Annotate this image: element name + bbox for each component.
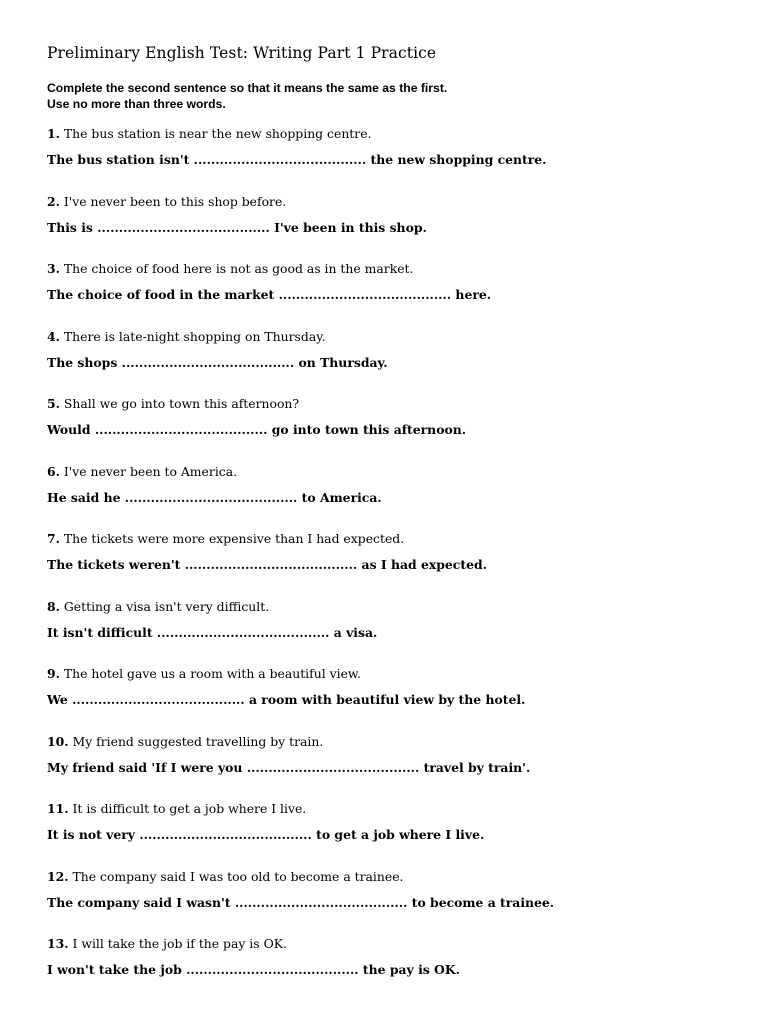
question-number: 4. <box>47 328 60 344</box>
answer-sentence: The bus station isn't ........................................ the new shopping centre. <box>47 152 547 167</box>
answer-sentence: My friend said 'If I were you ........................................ travel by train'. <box>47 759 531 775</box>
question-prompt <box>47 801 306 816</box>
question-sentence: The choice of food here is not as good as in the market. <box>63 261 414 276</box>
page-title: Preliminary English Test: Writing Part 1 Practice <box>47 44 437 62</box>
question-prompt <box>47 666 361 681</box>
answer-sentence: We ........................................ a room with beautiful view by the hotel. <box>47 692 526 707</box>
question-prompt <box>47 531 404 546</box>
question-prompt <box>47 599 269 614</box>
question-prompt <box>47 869 403 884</box>
question-prompt <box>47 396 299 411</box>
question-item <box>47 666 747 734</box>
question-number: 13. <box>47 936 69 951</box>
question-sentence: I've never been to America. <box>63 463 238 479</box>
question-sentence: The company said I was too old to become a trainee. <box>72 868 404 884</box>
question-number: 5. <box>47 396 60 411</box>
answer-sentence: I won't take the job ........................................ the pay is OK. <box>47 962 460 977</box>
question-sentence: The bus station is near the new shopping centre. <box>63 126 372 141</box>
question-item <box>47 734 747 802</box>
question-number: 8. <box>47 598 60 614</box>
question-sentence: The tickets were more expensive than I had expected. <box>63 531 405 546</box>
question-number: 3. <box>47 261 60 276</box>
question-prompt <box>47 734 323 749</box>
question-number: 9. <box>47 666 60 681</box>
question-sentence: My friend suggested travelling by train. <box>72 733 324 749</box>
question-sentence: The hotel gave us a room with a beautiful view. <box>63 666 361 681</box>
answer-sentence: It isn't difficult ........................................ a visa. <box>47 624 378 640</box>
question-sentence: There is late-night shopping on Thursday. <box>63 328 326 344</box>
question-number: 12. <box>47 868 69 884</box>
question-sentence: Getting a visa isn't very difficult. <box>63 598 270 614</box>
question-item <box>47 396 747 464</box>
question-item <box>47 531 747 599</box>
question-prompt <box>47 126 371 141</box>
question-item <box>47 869 747 937</box>
question-item <box>47 194 747 262</box>
instructions <box>47 80 447 112</box>
answer-sentence: It is not very ........................................ to get a job where I live. <box>47 827 485 842</box>
question-sentence: I've never been to this shop before. <box>63 193 287 209</box>
question-list <box>47 126 747 1004</box>
question-item <box>47 936 747 1004</box>
instruction-line: Complete the second sentence so that it means the same as the first. <box>47 81 448 95</box>
question-item <box>47 464 747 532</box>
question-prompt <box>47 936 287 951</box>
answer-sentence: The shops ........................................ on Thursday. <box>47 354 388 370</box>
question-number: 2. <box>47 193 60 209</box>
question-prompt <box>47 464 237 479</box>
question-prompt <box>47 261 413 276</box>
question-sentence: It is difficult to get a job where I live. <box>72 801 307 816</box>
question-prompt <box>47 194 286 209</box>
question-number: 7. <box>47 531 60 546</box>
answer-sentence: The choice of food in the market ........................................ here. <box>47 287 492 302</box>
question-sentence: I will take the job if the pay is OK. <box>72 936 287 951</box>
question-number: 11. <box>47 801 69 816</box>
question-number: 1. <box>47 126 60 141</box>
instruction-line: Use no more than three words. <box>47 97 226 111</box>
question-number: 6. <box>47 463 60 479</box>
question-prompt <box>47 329 326 344</box>
answer-sentence: The company said I wasn't ........................................ to become a trainee. <box>47 894 555 910</box>
answer-sentence: This is ........................................ I've been in this shop. <box>47 219 427 235</box>
question-sentence: Shall we go into town this afternoon? <box>63 396 300 411</box>
question-item <box>47 801 747 869</box>
answer-sentence: The tickets weren't ........................................ as I had expected. <box>47 557 487 572</box>
answer-sentence: He said he ........................................ to America. <box>47 489 382 505</box>
question-item <box>47 599 747 667</box>
question-item <box>47 329 747 397</box>
question-item <box>47 261 747 329</box>
question-item <box>47 126 747 194</box>
question-number: 10. <box>47 733 69 749</box>
answer-sentence: Would ........................................ go into town this afternoon. <box>47 422 467 437</box>
